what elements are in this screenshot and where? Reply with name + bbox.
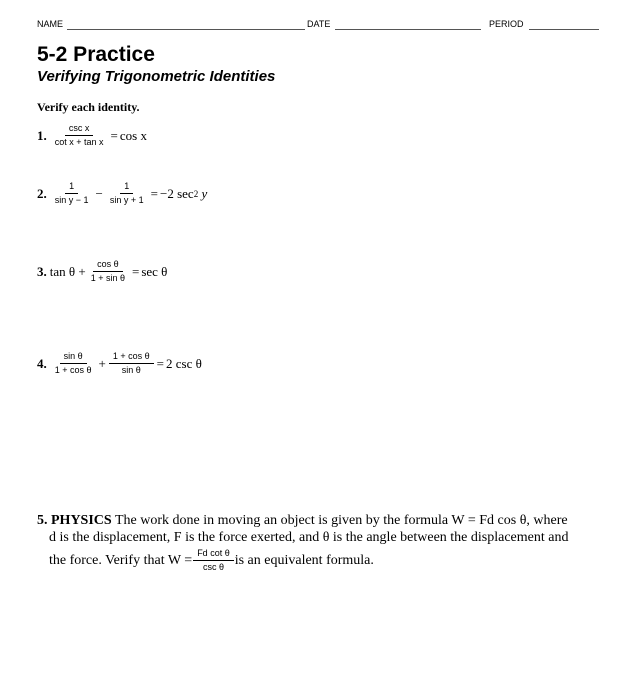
- problem-number: 4.: [37, 355, 47, 371]
- problem-5: [37, 512, 593, 574]
- denominator: sin y − 1: [54, 195, 89, 205]
- numerator: cos θ: [93, 258, 123, 272]
- fraction-1: [51, 350, 96, 377]
- rhs-variable: y: [201, 185, 208, 201]
- minus-sign: −: [95, 185, 103, 201]
- problem-text: is an equivalent formula.: [234, 553, 374, 568]
- numerator: Fd cot θ: [193, 547, 234, 561]
- name-line[interactable]: [67, 29, 305, 30]
- rhs-coefficient: −2 sec: [160, 185, 194, 201]
- plus-sign: +: [98, 355, 106, 371]
- fraction-2: [106, 180, 148, 207]
- numerator: csc x: [65, 122, 94, 136]
- instructions: Verify each identity.: [37, 100, 140, 114]
- right-hand-side: cos x: [119, 127, 147, 143]
- physics-label: PHYSICS: [51, 513, 112, 528]
- page-subtitle: Verifying Trigonometric Identities: [37, 68, 276, 85]
- name-label: NAME: [37, 19, 64, 29]
- equals-sign: =: [131, 263, 140, 279]
- problem-5-line-2: d is the displacement, F is the force exerted, and θ is the angle between the displacement and: [49, 530, 569, 545]
- problem-3: [37, 258, 167, 285]
- equals-sign: =: [110, 127, 118, 143]
- denominator: sin y + 1: [109, 195, 144, 205]
- problem-text: the force. Verify that W =: [49, 553, 193, 568]
- numerator: 1 + cos θ: [109, 350, 154, 364]
- equals-sign: =: [150, 185, 158, 201]
- date-line[interactable]: [335, 29, 481, 30]
- denominator: 1 + cos θ: [54, 365, 92, 375]
- student-info-header: [37, 18, 599, 32]
- right-hand-side: sec θ: [141, 263, 168, 279]
- fraction: [193, 547, 234, 574]
- problem-5-line-3: [37, 547, 593, 574]
- rhs-exponent: 2: [193, 188, 199, 199]
- problem-2: [37, 180, 207, 207]
- fraction-1: [51, 180, 93, 207]
- page-title: 5-2 Practice: [37, 43, 155, 66]
- denominator: 1 + sin θ: [90, 273, 125, 283]
- denominator: sin θ: [121, 365, 141, 375]
- problem-number: 1.: [37, 127, 47, 143]
- problem-number: 2.: [37, 185, 47, 201]
- equals-sign: =: [156, 355, 164, 371]
- problem-text: The work done in moving an object is given by the formula W = Fd cos θ, where: [114, 513, 568, 528]
- date-label: DATE: [307, 19, 331, 29]
- problem-number: 5.: [37, 513, 48, 528]
- fraction: [87, 258, 129, 285]
- problem-1: [37, 122, 147, 149]
- problem-4: [37, 350, 202, 377]
- fraction-2: [109, 350, 154, 377]
- denominator: cot x + tan x: [54, 137, 104, 147]
- fraction: [51, 122, 108, 149]
- denominator: csc θ: [202, 562, 224, 572]
- numerator: 1: [65, 180, 78, 194]
- problem-number: 3.: [37, 263, 47, 279]
- numerator: sin θ: [60, 350, 87, 364]
- right-hand-side: 2 csc θ: [166, 355, 202, 371]
- left-hand-side: tan θ +: [49, 263, 86, 279]
- numerator: 1: [120, 180, 133, 194]
- period-line[interactable]: [529, 29, 599, 30]
- problem-5-line-1: [37, 512, 593, 529]
- period-label: PERIOD: [489, 19, 524, 29]
